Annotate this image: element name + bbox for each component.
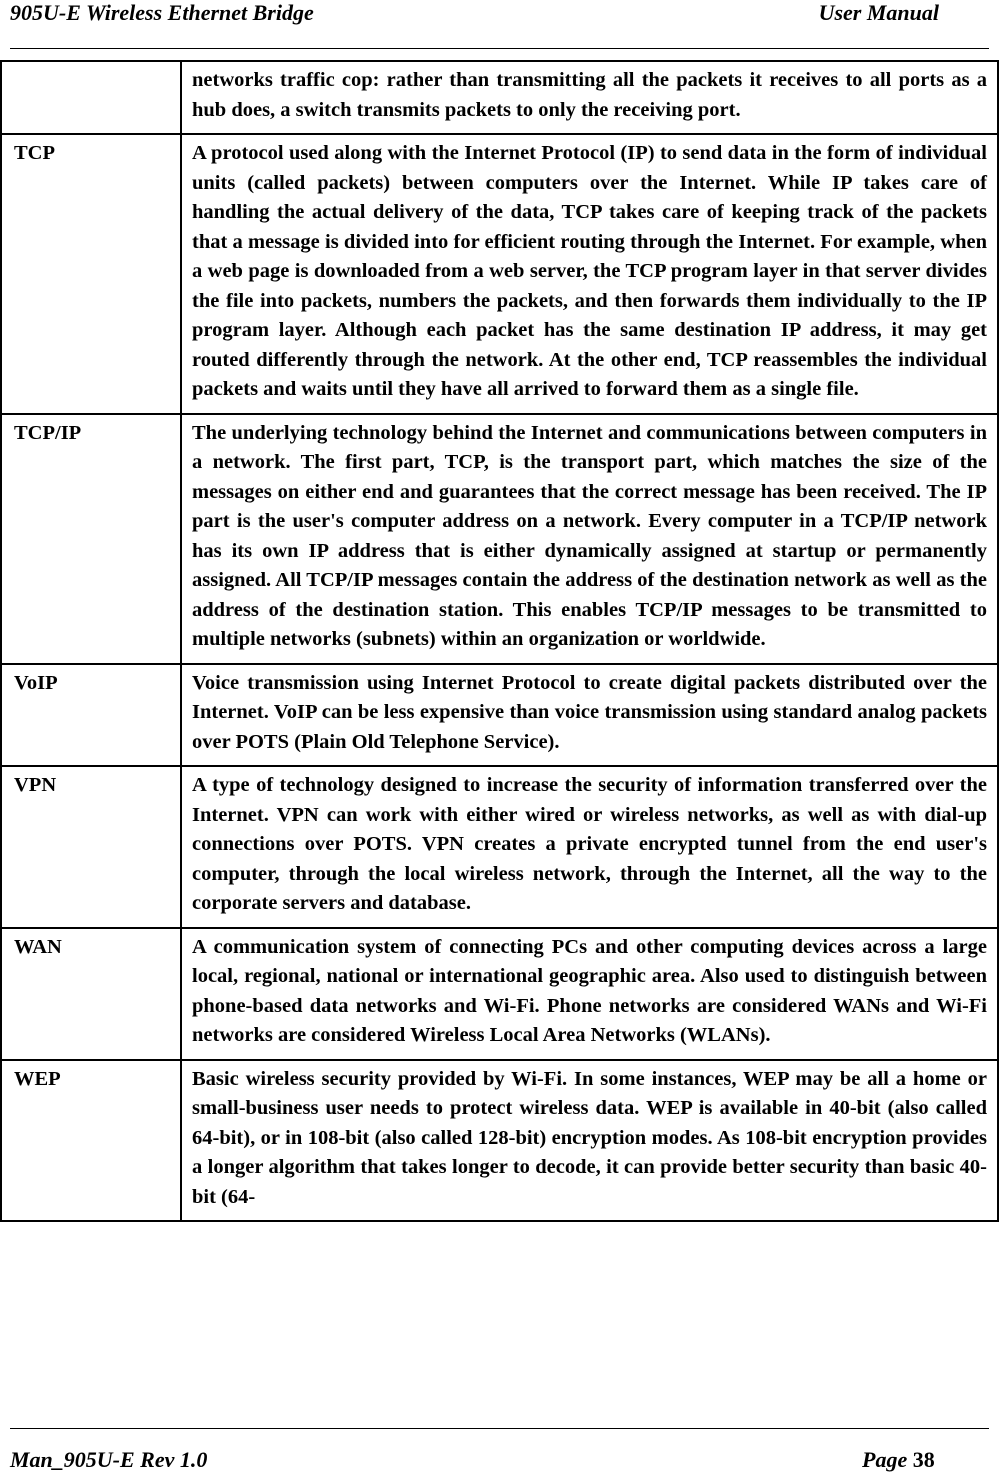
glossary-definition: Basic wireless security provided by Wi-Fi. In some instances, WEP may be all a home or small-business user needs to protect wireless data. WEP is available in 40-bit (also called 64-bit), or in 108-bit (also called 128-bit) encryption modes. As 108-bit encryption provides a longer algorithm that takes longer to decode, it can provide better security than basic 40-bit (64-	[181, 1060, 998, 1222]
glossary-definition: A protocol used along with the Internet Protocol (IP) to send data in the form of individual units (called packets) between computers over the Internet. While IP takes care of handling the actual delivery of the data, TCP takes care of keeping track of the packets that a message is divided into for efficient routing through the Internet. For example, when a web page is downloaded from a web server, the TCP program layer in that server divides the file into packets, numbers the packets, and then forwards them individually to the IP program layer. Although each packet has the same destination IP address, it may get routed differently through the network. At the other end, TCP reassembles the individual packets and waits until they have all arrived to forward them as a single file.	[181, 134, 998, 414]
glossary-row	[1, 664, 998, 767]
glossary-definition: networks traffic cop: rather than transmitting all the packets it receives to all ports as a hub does, a switch transmits packets to only the receiving port.	[181, 61, 998, 134]
header-divider	[10, 48, 989, 49]
glossary-row	[1, 414, 998, 664]
glossary-term: WAN	[1, 928, 181, 1060]
glossary-term	[1, 61, 181, 134]
glossary-definition: A communication system of connecting PCs and other computing devices across a large local, regional, national or international geographic area. Also used to distinguish between phone-based data networks and Wi-Fi. Phone networks are considered WANs and Wi-Fi networks are considered Wireless Local Area Networks (WLANs).	[181, 928, 998, 1060]
glossary-row	[1, 61, 998, 134]
glossary-term: WEP	[1, 1060, 181, 1222]
page-indicator	[862, 1447, 935, 1473]
glossary-row	[1, 134, 998, 414]
page-number: 38	[912, 1447, 935, 1472]
glossary-row	[1, 1060, 998, 1222]
page-header	[10, 0, 989, 36]
glossary-table	[0, 60, 999, 1222]
glossary-term: TCP/IP	[1, 414, 181, 664]
footer-divider	[10, 1428, 989, 1429]
glossary-row	[1, 766, 998, 928]
glossary-definition: A type of technology designed to increase the security of information transferred over the Internet. VPN can work with either wired or wireless networks, as well as with dial-up connections over POTS. VPN creates a private encrypted tunnel from the end user's computer, through the local wireless network, through the Internet, all the way to the corporate servers and database.	[181, 766, 998, 928]
glossary-definition: The underlying technology behind the Internet and communications between computers in a network. The first part, TCP, is the transport part, which matches the size of the messages on either end and guarantees that the correct message has been received. The IP part is the user's computer address on a network. Every computer in a TCP/IP network has its own IP address that is either dynamically assigned at startup or permanently assigned. All TCP/IP messages contain the address of the destination network as well as the address of the destination station. This enables TCP/IP messages to be transmitted to multiple networks (subnets) within an organization or worldwide.	[181, 414, 998, 664]
page-label: Page	[862, 1447, 908, 1472]
glossary-term: VoIP	[1, 664, 181, 767]
document-title: 905U-E Wireless Ethernet Bridge	[10, 0, 314, 25]
glossary-definition: Voice transmission using Internet Protocol to create digital packets distributed over the Internet. VoIP can be less expensive than voice transmission using standard analog packets over POTS (Plain Old Telephone Service).	[181, 664, 998, 767]
document-revision: Man_905U-E Rev 1.0	[10, 1447, 208, 1472]
glossary-term: TCP	[1, 134, 181, 414]
section-title: User Manual	[818, 0, 939, 25]
glossary-term: VPN	[1, 766, 181, 928]
glossary-row	[1, 928, 998, 1060]
